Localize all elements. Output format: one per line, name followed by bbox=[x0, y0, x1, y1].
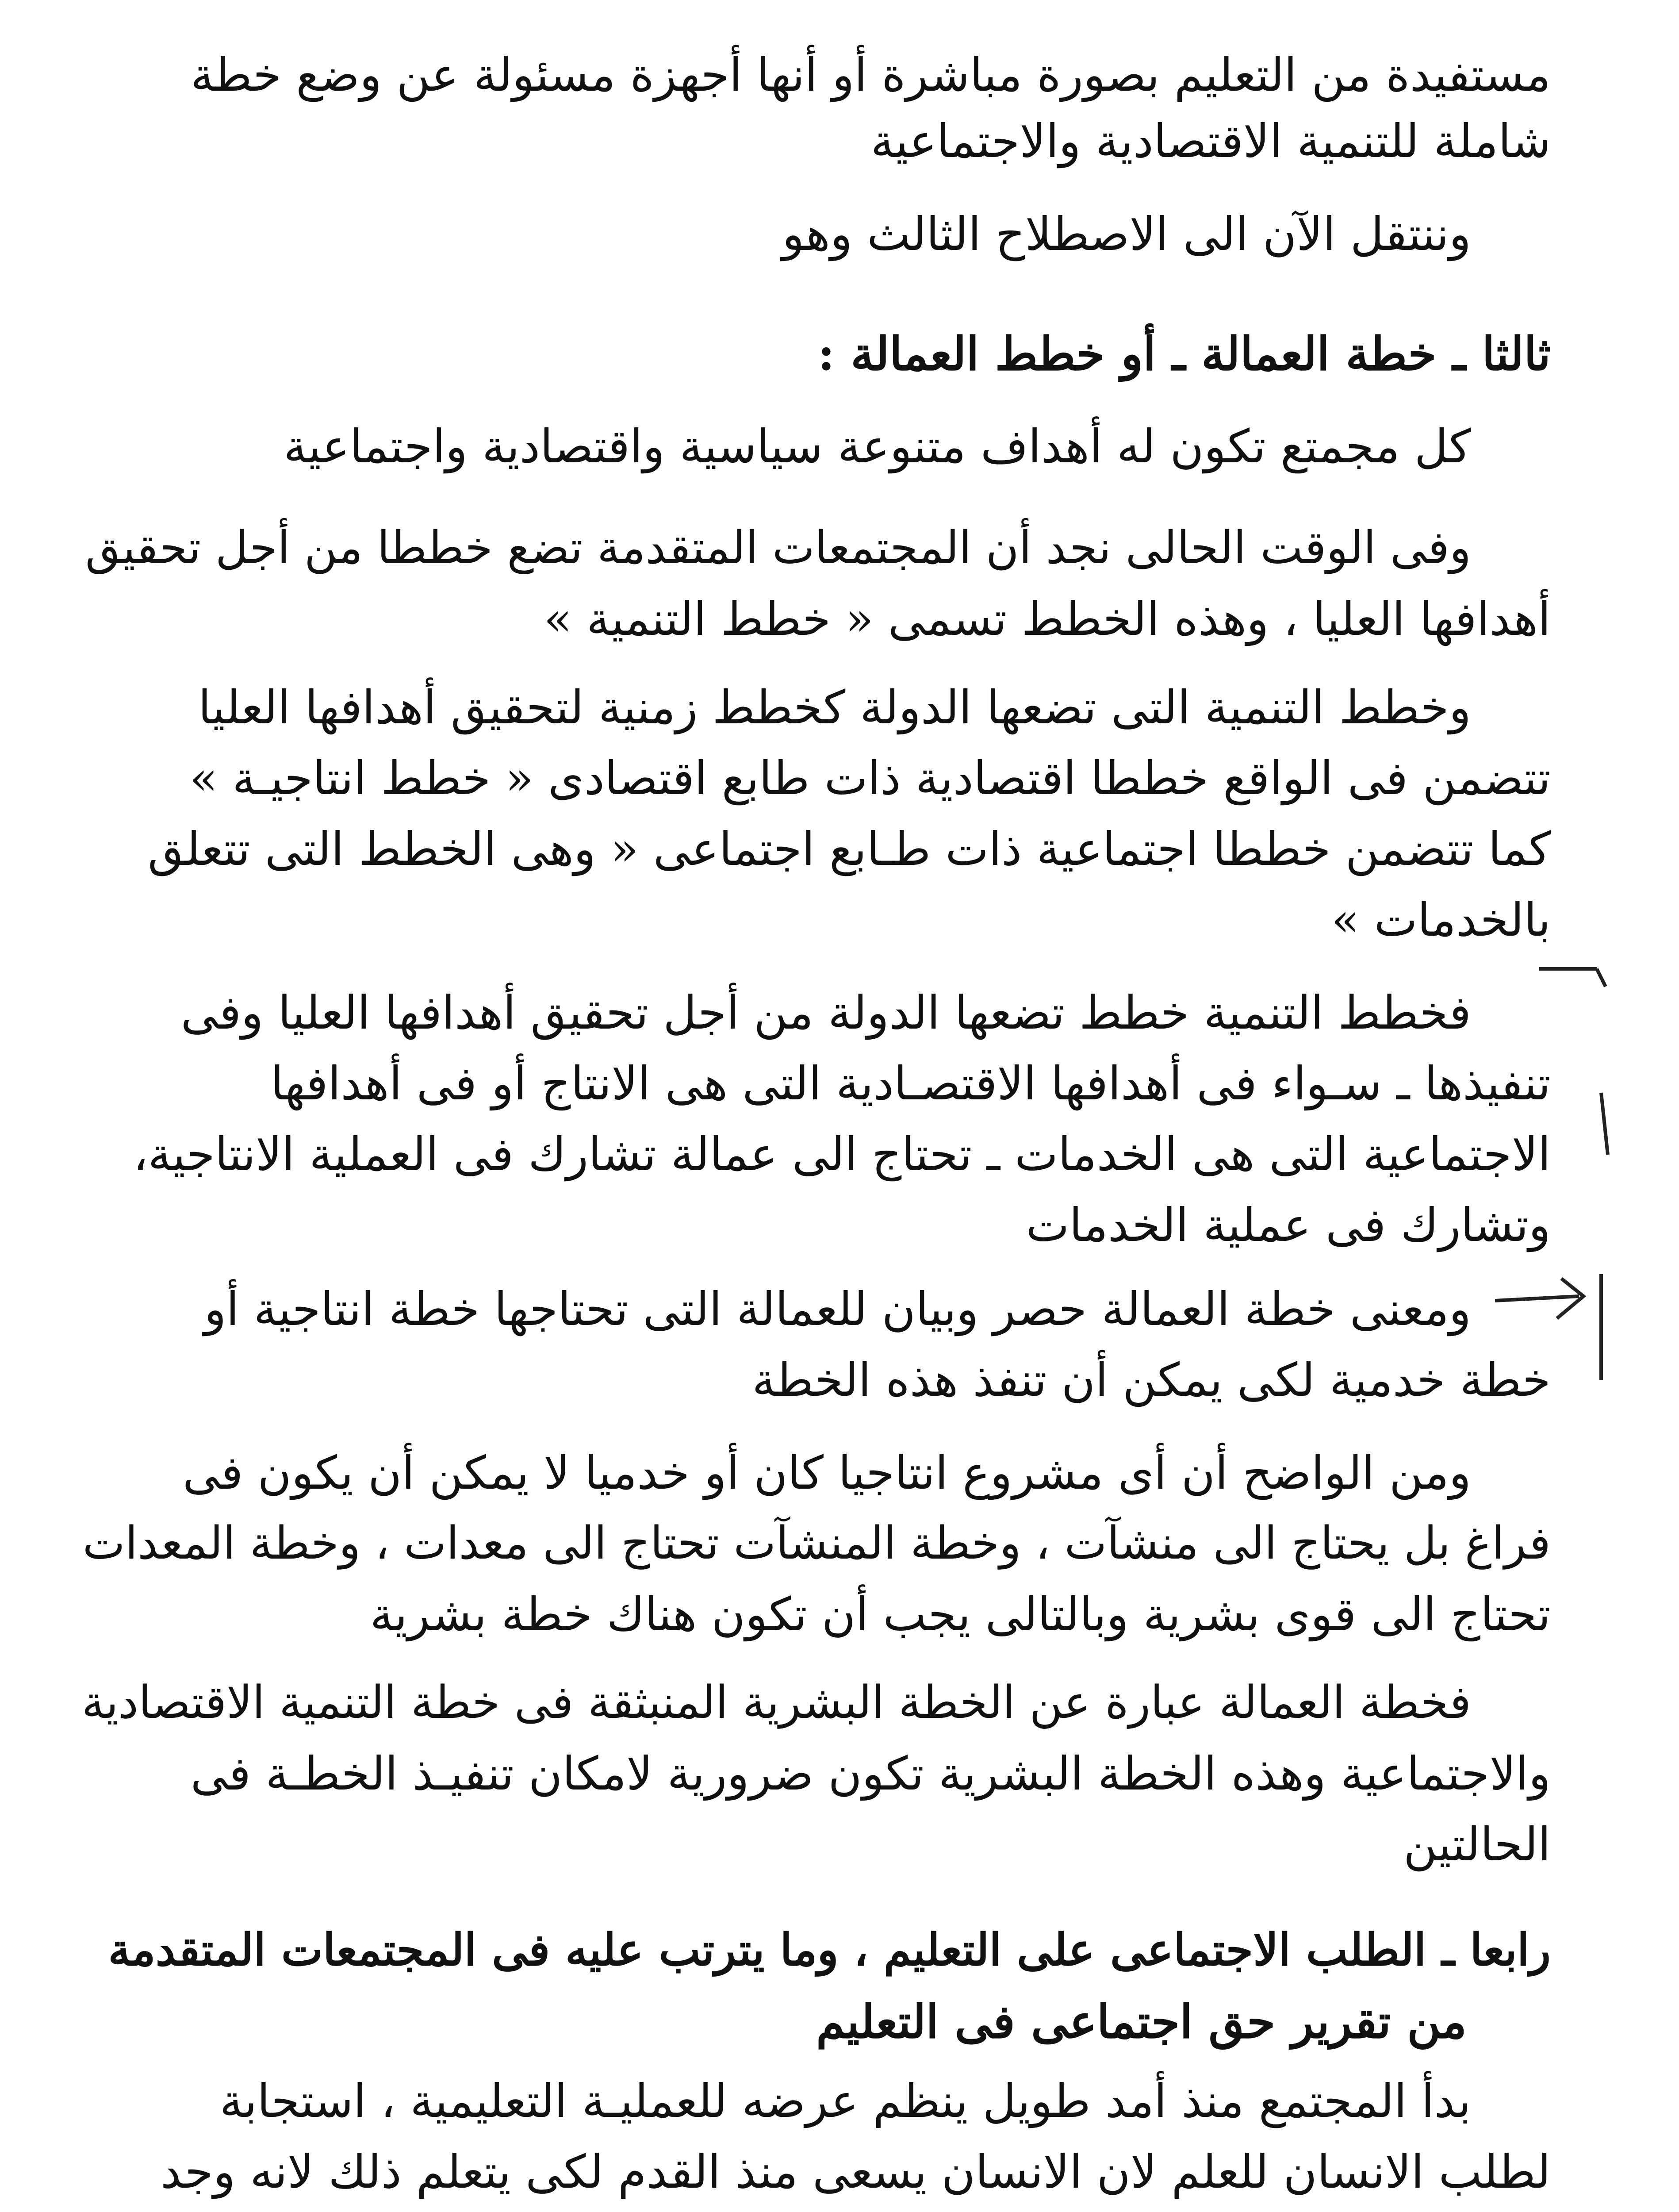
paragraph-line: بالخدمات » bbox=[1331, 893, 1551, 947]
paragraph-line: وخطط التنمية التى تضعها الدولة كخطط زمنية لتحقيق أهدافها العليا bbox=[198, 680, 1471, 734]
paragraph-line: والاجتماعية وهذه الخطة البشرية تكون ضرورية لامكان تنفيـذ الخطـة فى bbox=[190, 1747, 1551, 1801]
paragraph-line: شاملة للتنمية الاقتصادية والاجتماعية bbox=[870, 114, 1551, 168]
paragraph-line: مستفيدة من التعليم بصورة مباشرة أو أنها أجهزة مسئولة عن وضع خطة bbox=[190, 48, 1551, 102]
transition-line: وننتقل الآن الى الاصطلاح الثالث وهو bbox=[782, 207, 1471, 261]
paragraph-line: بدأ المجتمع منذ أمد طويل ينظم عرضه للعمليـة التعليمية ، استجابة bbox=[219, 2074, 1471, 2128]
section-heading-3: ثالثا ـ خطة العمالة ـ أو خطط العمالة : bbox=[817, 326, 1551, 381]
section-heading-4: رابعا ـ الطلب الاجتماعى على التعليم ، وما يترتب عليه فى المجتمعات المتقدمة bbox=[108, 1924, 1551, 1976]
paragraph-line: الحالتين bbox=[1403, 1817, 1551, 1871]
paragraph-line: كما تتضمن خططا اجتماعية ذات طـابع اجتماعى « وهى الخطط التى تتعلق bbox=[148, 822, 1551, 876]
paragraph-line: تتضمن فى الواقع خططا اقتصادية ذات طابع اقتصادى « خطط انتاجيـة » bbox=[189, 751, 1551, 805]
paragraph-line: ومعنى خطة العمالة حصر وبيان للعمالة التى تحتاجها خطة انتاجية أو bbox=[204, 1282, 1471, 1336]
paragraph-line: كل مجمتع تكون له أهداف متنوعة سياسية واقتصادية واجتماعية bbox=[284, 419, 1471, 473]
paragraph-line: وفى الوقت الحالى نجد أن المجتمعات المتقدمة تضع خططا من أجل تحقيق bbox=[85, 522, 1471, 574]
paragraph-line: خطة خدمية لكى يمكن أن تنفذ هذه الخطة bbox=[752, 1353, 1551, 1407]
paragraph-line: فخطة العمالة عبارة عن الخطة البشرية المنبثقة فى خطة التنمية الاقتصادية bbox=[81, 1676, 1471, 1729]
paragraph-line: فراغ بل يحتاج الى منشآت ، وخطة المنشآت تحتاج الى معدات ، وخطة المعدات bbox=[82, 1517, 1551, 1570]
paragraph-line: تنفيذها ـ سـواء فى أهدافها الاقتصـادية التى هى الانتاج أو فى أهدافها bbox=[271, 1056, 1551, 1110]
paragraph-line: وتشارك فى عملية الخدمات bbox=[1026, 1198, 1551, 1252]
paragraph-line: لطلب الانسان للعلم لان الانسان يسعى منذ القدم لكى يتعلم ذلك لانه وجد bbox=[160, 2145, 1551, 2199]
section-heading-4-cont: من تقرير حق اجتماعى فى التعليم bbox=[816, 1994, 1467, 2049]
paragraph-line: الاجتماعية التى هى الخدمات ـ تحتاج الى عمالة تشارك فى العملية الانتاجية، bbox=[133, 1127, 1551, 1181]
paragraph-line: تحتاج الى قوى بشرية وبالتالى يجب أن تكون هناك خطة بشرية bbox=[370, 1587, 1551, 1641]
paragraph-line: فخطط التنمية خطط تضعها الدولة من أجل تحقيق أهدافها العليا وفى bbox=[180, 986, 1471, 1040]
paragraph-line: ومن الواضح أن أى مشروع انتاجيا كان أو خدميا لا يمكن أن يكون فى bbox=[183, 1446, 1471, 1500]
paragraph-line: أهدافها العليا ، وهذه الخطط تسمى « خطط التنمية » bbox=[544, 592, 1551, 646]
